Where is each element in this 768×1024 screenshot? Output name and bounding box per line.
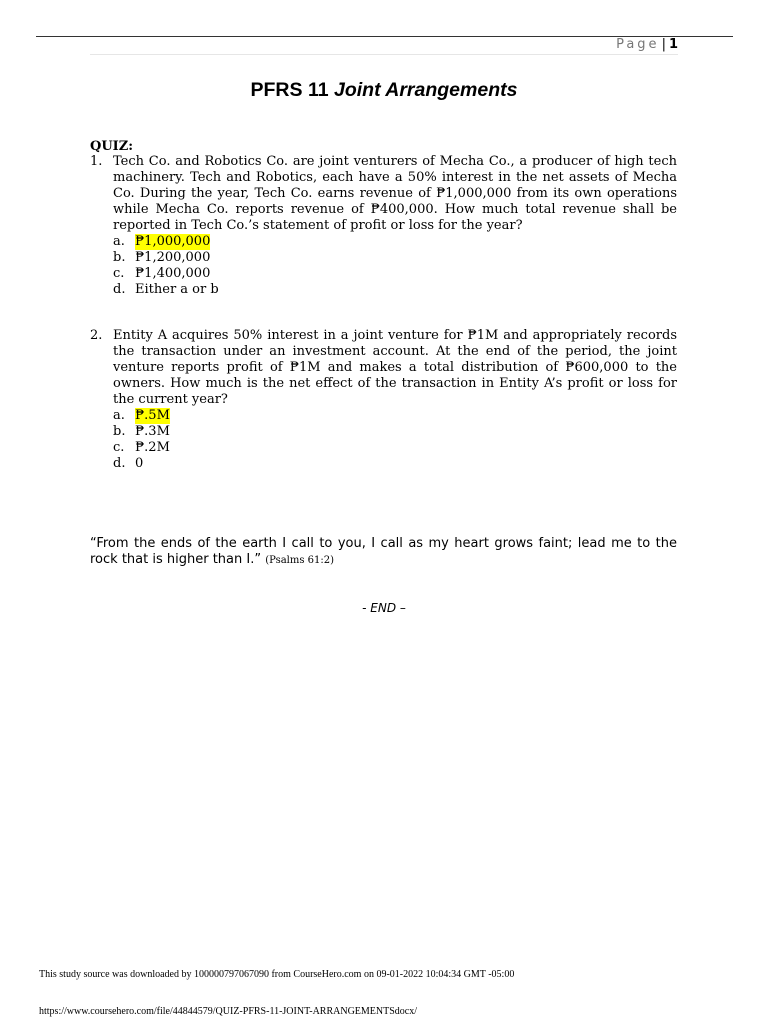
- question-2: [90, 328, 677, 472]
- option-text: ₱1,400,000: [135, 266, 211, 281]
- page-header: [616, 37, 678, 52]
- option-d: d. 0: [113, 456, 144, 471]
- download-note: This study source was downloaded by 100000797067090 from CourseHero.com on 09-01-2022 10:04:34 GMT -05:00: [39, 969, 515, 980]
- answer-options: [113, 234, 677, 298]
- source-url-link[interactable]: https://www.coursehero.com/file/44844579/QUIZ-PFRS-11-JOINT-ARRANGEMENTSdocx/: [39, 1006, 418, 1017]
- closing-quote: [90, 536, 677, 569]
- option-b: b. ₱1,200,000: [113, 250, 211, 265]
- option-text: ₱1,200,000: [135, 250, 211, 265]
- quote-citation: (Psalms 61:2): [265, 555, 335, 566]
- option-text: ₱.3M: [135, 424, 170, 439]
- end-marker: - END –: [362, 601, 406, 615]
- title-prefix: PFRS 11: [250, 79, 329, 101]
- option-a: a. ₱.5M: [113, 408, 170, 423]
- question-1: [90, 154, 677, 298]
- document-title: [0, 79, 768, 102]
- question-text: Tech Co. and Robotics Co. are joint venturers of Mecha Co., a producer of high tech machinery. Tech and Robotics, each have a 50% interest in the net assets of Mecha Co. During the year, Tech Co. earns revenue of ₱1,000,000 from its own operations while Mecha Co. reports revenue of ₱400,000. How much total revenue shall be reported in Tech Co.’s statement of profit or loss for the year?: [113, 154, 677, 233]
- option-b: b. ₱.3M: [113, 424, 170, 439]
- page-word: Page: [616, 37, 660, 52]
- header-rule: [90, 54, 678, 55]
- page-number: 1: [668, 37, 678, 52]
- title-italic: Joint Arrangements: [333, 79, 518, 101]
- option-text-highlighted: ₱1,000,000: [135, 234, 211, 249]
- option-text: 0: [135, 456, 144, 471]
- option-c: c. ₱.2M: [113, 440, 170, 455]
- option-text-highlighted: ₱.5M: [135, 408, 170, 423]
- page-separator: |: [661, 37, 666, 52]
- option-c: c. ₱1,400,000: [113, 266, 211, 281]
- option-text: ₱.2M: [135, 440, 170, 455]
- quiz-label: QUIZ:: [90, 139, 134, 154]
- quote-text: “From the ends of the earth I call to you, I call as my heart grows faint; lead me to the rock that is higher than I.”: [90, 536, 677, 567]
- answer-options: [113, 408, 677, 472]
- option-a: a. ₱1,000,000: [113, 234, 211, 249]
- question-number: 2.: [90, 328, 103, 343]
- option-text: Either a or b: [135, 282, 219, 297]
- option-d: d. Either a or b: [113, 282, 219, 297]
- question-number: 1.: [90, 154, 103, 169]
- question-text: Entity A acquires 50% interest in a joint venture for ₱1M and appropriately records the transaction under an investment account. At the end of the period, the joint venture reports profit of ₱1M and makes a total distribution of ₱600,000 to the owners. How much is the net effect of the transaction in Entity A’s profit or loss for the current year?: [113, 328, 677, 407]
